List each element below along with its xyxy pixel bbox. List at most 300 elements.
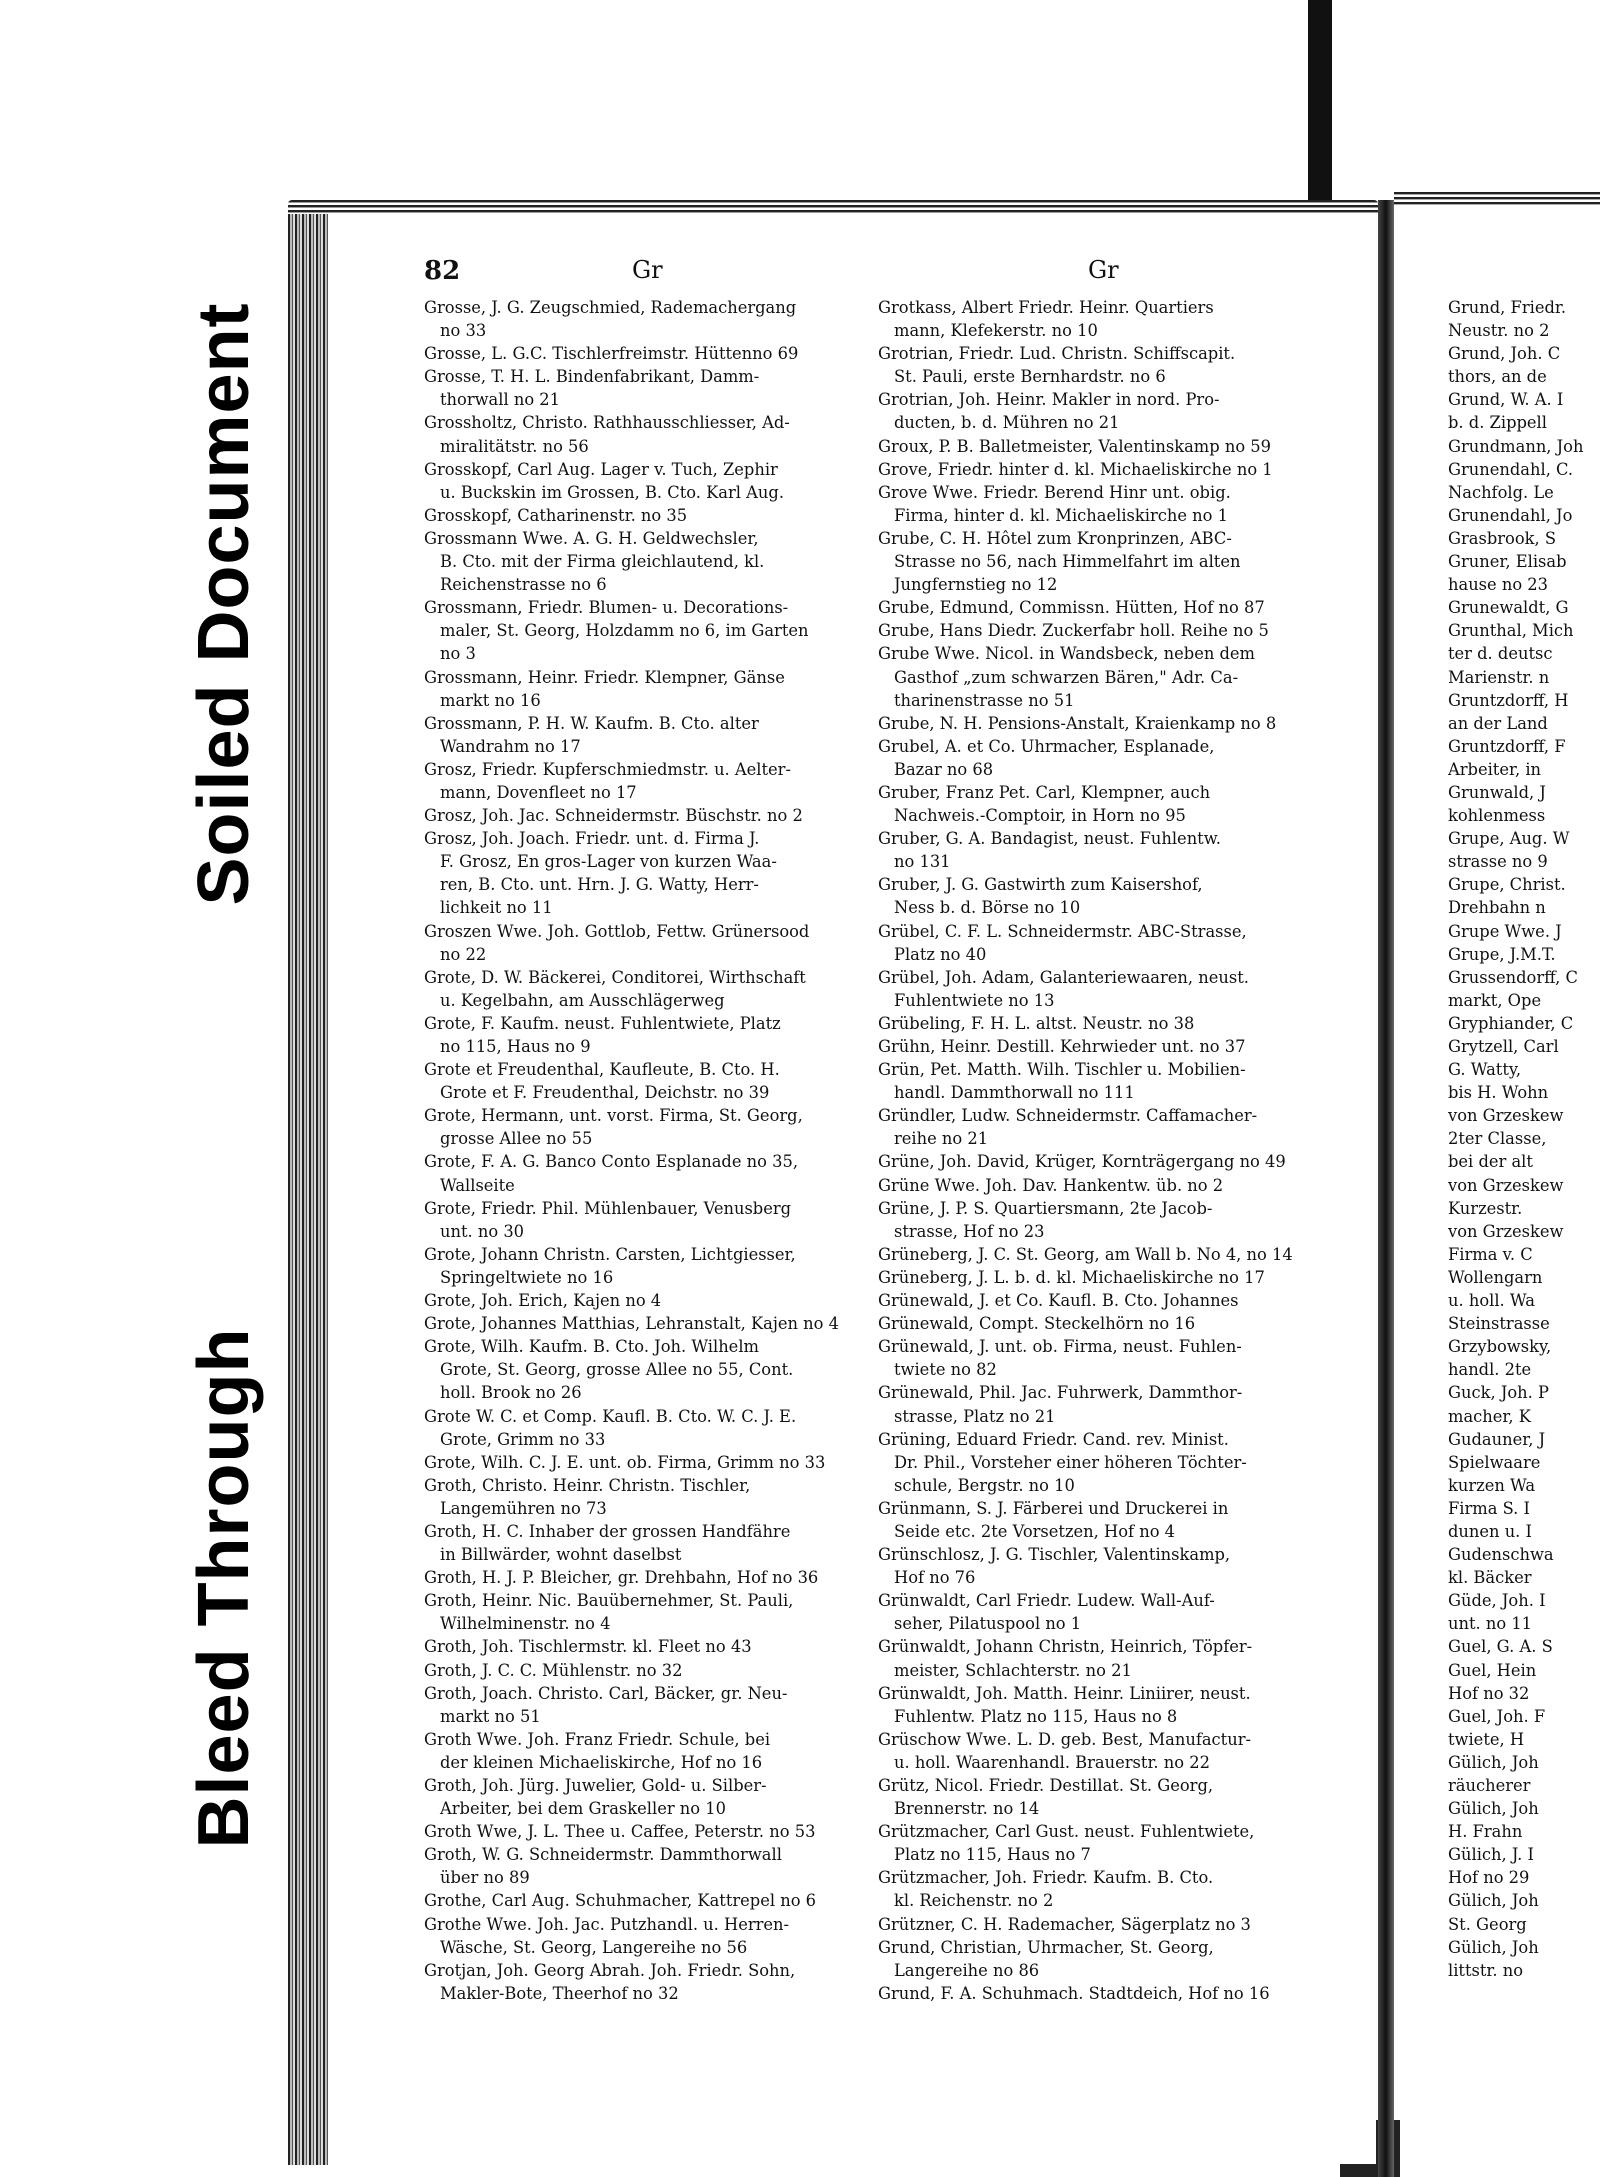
entry-name-line: Grünewald, J. unt. ob. Firma, neust. Fuhlen-	[878, 1337, 1242, 1357]
entry-continuation-line: ducten, b. d. Mühren no 21	[894, 413, 1120, 433]
bleed-through-text: Bleed Through	[184, 1327, 264, 1849]
entry-name-line: Grove, Friedr. hinter d. kl. Michaeliskirche no 1	[878, 459, 1273, 479]
facing-page-fragment: Hof no 29	[1448, 1868, 1530, 1888]
entry-name-line: Grützmacher, Joh. Friedr. Kaufm. B. Cto.	[878, 1868, 1214, 1888]
page-edge-top	[288, 200, 1378, 214]
directory-entry	[878, 1774, 1340, 1820]
entry-continuation-line: Grote, St. Georg, grosse Allee no 55, Cont.	[440, 1360, 794, 1380]
facing-page-edge	[1394, 192, 1600, 206]
entry-name-line: Grünschlosz, J. G. Tischler, Valentinskamp,	[878, 1545, 1231, 1565]
entry-name-line: Groth, Heinr. Nic. Bauübernehmer, St. Pauli,	[424, 1591, 794, 1611]
directory-entry	[424, 1474, 874, 1520]
facing-page-fragment: von Grzeskew	[1448, 1106, 1564, 1126]
directory-entry	[878, 1635, 1340, 1681]
directory-entry	[424, 504, 874, 527]
entry-name-line: Grotrian, Joh. Heinr. Makler in nord. Pro-	[878, 390, 1220, 410]
entry-continuation-line: tharinenstrasse no 51	[894, 690, 1075, 710]
facing-page-fragment: ter d. deutsc	[1448, 644, 1553, 664]
directory-entry	[878, 1913, 1340, 1936]
directory-entry	[878, 1104, 1340, 1150]
directory-entry	[878, 827, 1340, 873]
directory-entry	[878, 1381, 1340, 1427]
entry-continuation-line: Langemühren no 73	[440, 1498, 607, 1518]
entry-name-line: Grossmann, Heinr. Friedr. Klempner, Gänse	[424, 667, 785, 687]
directory-column-middle	[878, 296, 1340, 2005]
entry-continuation-line: Wallseite	[440, 1175, 515, 1195]
directory-entry	[424, 758, 874, 804]
entry-name-line: Grube Wwe. Nicol. in Wandsbeck, neben dem	[878, 644, 1255, 664]
directory-entry	[424, 1243, 874, 1289]
facing-page-fragment: unt. no 11	[1448, 1614, 1533, 1634]
entry-name-line: Groth, H. C. Inhaber der grossen Handfähre	[424, 1521, 791, 1541]
directory-entry	[424, 1197, 874, 1243]
facing-page-fragment: Gülich, Joh	[1448, 1891, 1539, 1911]
entry-name-line: Grote et Freudenthal, Kaufleute, B. Cto. H.	[424, 1060, 780, 1080]
directory-entry	[424, 827, 874, 919]
entry-name-line: Groth Wwe. Joh. Franz Friedr. Schule, bei	[424, 1729, 771, 1749]
entry-name-line: Grube, Edmund, Commissn. Hütten, Hof no 87	[878, 598, 1265, 618]
entry-continuation-line: markt no 51	[440, 1706, 541, 1726]
facing-page-fragment: Gülich, Joh	[1448, 1752, 1539, 1772]
entry-continuation-line: St. Pauli, erste Bernhardstr. no 6	[894, 367, 1166, 387]
directory-entry	[878, 1866, 1340, 1912]
facing-page-fragment: Neustr. no 2	[1448, 321, 1550, 341]
facing-page-fragment: markt, Ope	[1448, 990, 1542, 1010]
entry-continuation-line: Nachweis.-Comptoir, in Horn no 95	[894, 806, 1186, 826]
facing-page-fragment: hause no 23	[1448, 575, 1549, 595]
directory-entry	[878, 1936, 1340, 1982]
entry-name-line: Grote, Wilh. C. J. E. unt. ob. Firma, Grimm no 33	[424, 1452, 826, 1472]
directory-entry	[878, 1728, 1340, 1774]
entry-continuation-line: mann, Klefekerstr. no 10	[894, 321, 1098, 341]
directory-entry	[424, 1405, 874, 1451]
directory-entry	[424, 1889, 874, 1912]
entry-name-line: Grütz, Nicol. Friedr. Destillat. St. Georg,	[878, 1776, 1214, 1795]
entry-continuation-line: B. Cto. mit der Firma gleichlautend, kl.	[440, 552, 765, 572]
facing-page-fragment: Kurzestr.	[1448, 1198, 1523, 1218]
entry-continuation-line: grosse Allee no 55	[440, 1129, 593, 1149]
entry-name-line: Grossmann, Friedr. Blumen- u. Decorations-	[424, 598, 789, 618]
entry-continuation-line: über no 89	[440, 1868, 530, 1888]
directory-entry	[878, 781, 1340, 827]
entry-continuation-line: strasse, Hof no 23	[894, 1221, 1045, 1241]
entry-name-line: Grotrian, Friedr. Lud. Christn. Schiffscapit.	[878, 344, 1236, 364]
directory-entry	[424, 296, 874, 342]
directory-entry	[878, 966, 1340, 1012]
directory-entry	[878, 1543, 1340, 1589]
directory-entry	[878, 1174, 1340, 1197]
page-number: 82	[424, 256, 461, 286]
entry-name-line: Grube, C. H. Hôtel zum Kronprinzen, ABC-	[878, 528, 1232, 548]
directory-entry	[424, 527, 874, 596]
entry-continuation-line: Ness b. d. Börse no 10	[894, 898, 1081, 918]
facing-page-fragment: Gülich, Joh	[1448, 1799, 1539, 1819]
entry-name-line: Grübeling, F. H. L. altst. Neustr. no 38	[878, 1013, 1195, 1033]
facing-page-fragment: Drehbahn n	[1448, 898, 1546, 918]
entry-name-line: Grosse, T. H. L. Bindenfabrikant, Damm-	[424, 367, 760, 387]
facing-page-fragment: Spielwaare	[1448, 1452, 1541, 1472]
entry-continuation-line: Bazar no 68	[894, 759, 994, 779]
directory-entry	[878, 1058, 1340, 1104]
facing-page-fragment: Grzybowsky,	[1448, 1337, 1552, 1357]
facing-page-fragment: Nachfolg. Le	[1448, 482, 1554, 502]
directory-entry	[424, 1589, 874, 1635]
facing-page-fragment: Guck, Joh. P	[1448, 1383, 1549, 1403]
entry-continuation-line: Jungfernstieg no 12	[894, 575, 1058, 595]
entry-name-line: Grüne, J. P. S. Quartiersmann, 2te Jacob-	[878, 1198, 1213, 1218]
directory-entry	[878, 1289, 1340, 1312]
entry-name-line: Grün, Pet. Matth. Wilh. Tischler u. Mobilien-	[878, 1060, 1246, 1080]
entry-continuation-line: Firma, hinter d. kl. Michaeliskirche no 1	[894, 505, 1228, 525]
entry-name-line: Grund, Christian, Uhrmacher, St. Georg,	[878, 1937, 1214, 1957]
facing-page-fragment: Guel, Joh. F	[1448, 1706, 1546, 1726]
facing-page-fragment: Grytzell, Carl	[1448, 1037, 1559, 1056]
entry-continuation-line: Fuhlentwiete no 13	[894, 990, 1055, 1010]
directory-entry	[878, 619, 1340, 642]
entry-continuation-line: no 115, Haus no 9	[440, 1037, 591, 1056]
entry-name-line: Groth, Joach. Christo. Carl, Bäcker, gr. Neu-	[424, 1683, 788, 1703]
facing-page-fragment: kl. Bäcker	[1448, 1568, 1532, 1588]
entry-continuation-line: Wäsche, St. Georg, Langereihe no 56	[440, 1937, 748, 1957]
directory-entry	[424, 966, 874, 1012]
entry-name-line: Grünewald, J. et Co. Kaufl. B. Cto. Johannes	[878, 1291, 1239, 1311]
entry-continuation-line: Langereihe no 86	[894, 1960, 1040, 1980]
entry-name-line: Grotkass, Albert Friedr. Heinr. Quartiers	[878, 298, 1214, 317]
entry-name-line: Grote, Friedr. Phil. Mühlenbauer, Venusberg	[424, 1198, 792, 1218]
entry-continuation-line: Gasthof „zum schwarzen Bären," Adr. Ca-	[894, 667, 1239, 687]
entry-continuation-line: u. holl. Waarenhandl. Brauerstr. no 22	[894, 1752, 1210, 1772]
entry-name-line: Grothe, Carl Aug. Schuhmacher, Kattrepel no 6	[424, 1891, 817, 1911]
entry-continuation-line: unt. no 30	[440, 1221, 525, 1241]
entry-continuation-line: miralitätstr. no 56	[440, 436, 589, 456]
facing-page-fragment: Guel, Hein	[1448, 1660, 1537, 1680]
directory-entry	[878, 1820, 1340, 1866]
directory-entry	[424, 1820, 874, 1843]
entry-name-line: Grund, F. A. Schuhmach. Stadtdeich, Hof no 16	[878, 1983, 1270, 2003]
entry-continuation-line: seher, Pilatuspool no 1	[894, 1614, 1082, 1634]
facing-page-fragment: Grunwald, J	[1448, 782, 1546, 802]
directory-entry	[424, 1104, 874, 1150]
entry-continuation-line: der kleinen Michaeliskirche, Hof no 16	[440, 1752, 763, 1772]
directory-entry	[878, 712, 1340, 735]
entry-name-line: Groth, Christo. Heinr. Christn. Tischler,	[424, 1475, 751, 1495]
facing-page-fragment: Firma v. C	[1448, 1244, 1533, 1264]
entry-name-line: Grosz, Friedr. Kupferschmiedmstr. u. Aelter-	[424, 759, 791, 779]
entry-name-line: Grüschow Wwe. L. D. geb. Best, Manufactur-	[878, 1729, 1251, 1749]
entry-continuation-line: Grote, Grimm no 33	[440, 1429, 606, 1449]
entry-continuation-line: strasse, Platz no 21	[894, 1406, 1056, 1426]
entry-continuation-line: F. Grosz, En gros-Lager von kurzen Waa-	[440, 852, 777, 872]
entry-name-line: Gruber, G. A. Bandagist, neust. Fuhlentw.	[878, 829, 1221, 849]
entry-name-line: Grosse, J. G. Zeugschmied, Rademachergang	[424, 298, 797, 317]
facing-page-fragment: Guel, G. A. S	[1448, 1637, 1553, 1657]
directory-entry	[424, 1312, 874, 1335]
facing-page-fragment: Gruntzdorff, F	[1448, 736, 1566, 756]
entry-name-line: Grote, F. A. G. Banco Conto Esplanade no 35,	[424, 1152, 798, 1172]
directory-entry	[878, 458, 1340, 481]
facing-page-fragment: Grunthal, Mich	[1448, 621, 1574, 641]
entry-continuation-line: u. Buckskin im Grossen, B. Cto. Karl Aug.	[440, 482, 785, 502]
entry-name-line: Grützner, C. H. Rademacher, Sägerplatz no 3	[878, 1914, 1251, 1934]
facing-page-fragment: u. holl. Wa	[1448, 1291, 1535, 1311]
directory-entry	[424, 1843, 874, 1889]
directory-entry	[878, 1243, 1340, 1266]
directory-entry	[878, 873, 1340, 919]
entry-continuation-line: Brennerstr. no 14	[894, 1799, 1040, 1819]
page-edge-left	[288, 210, 328, 2165]
entry-name-line: Grote, D. W. Bäckerei, Conditorei, Wirthschaft	[424, 967, 806, 987]
facing-page-fragment: Wollengarn	[1448, 1267, 1543, 1287]
entry-name-line: Grübel, C. F. L. Schneidermstr. ABC-Strasse,	[878, 921, 1247, 941]
entry-name-line: Grühn, Heinr. Destill. Kehrwieder unt. no 37	[878, 1037, 1246, 1056]
entry-name-line: Grünmann, S. J. Färberei und Druckerei in	[878, 1498, 1229, 1518]
entry-continuation-line: meister, Schlachterstr. no 21	[894, 1660, 1132, 1680]
directory-entry	[424, 920, 874, 966]
entry-continuation-line: Platz no 115, Haus no 7	[894, 1845, 1091, 1865]
directory-entry	[424, 712, 874, 758]
running-head-left: Gr	[632, 256, 663, 284]
directory-entry	[878, 481, 1340, 527]
entry-continuation-line: no 131	[894, 852, 951, 872]
directory-entry	[424, 596, 874, 665]
facing-page-fragment: 2ter Classe,	[1448, 1129, 1547, 1149]
directory-entry	[878, 1035, 1340, 1058]
facing-page-fragment: thors, an de	[1448, 367, 1547, 387]
facing-page-fragment: Marienstr. n	[1448, 667, 1550, 687]
facing-page-fragment: Grund, Friedr.	[1448, 298, 1567, 317]
facing-page-fragment: Grundmann, Joh	[1448, 436, 1584, 456]
directory-entry	[878, 342, 1340, 388]
entry-name-line: Grossmann Wwe. A. G. H. Geldwechsler,	[424, 528, 759, 548]
entry-continuation-line: Springeltwiete no 16	[440, 1267, 614, 1287]
facing-page-fragment: St. Georg	[1448, 1914, 1527, 1934]
entry-name-line: Grossholtz, Christo. Rathhausschliesser, Ad-	[424, 413, 790, 433]
entry-continuation-line: lichkeit no 11	[440, 898, 553, 918]
facing-page-fragment: twiete, H	[1448, 1729, 1525, 1749]
entry-name-line: Grüne Wwe. Joh. Dav. Hankentw. üb. no 2	[878, 1175, 1224, 1195]
facing-page-fragment: strasse no 9	[1448, 852, 1548, 872]
facing-page-fragment: kurzen Wa	[1448, 1475, 1536, 1495]
entry-continuation-line: mann, Dovenfleet no 17	[440, 782, 637, 802]
entry-name-line: Grote, Joh. Erich, Kajen no 4	[424, 1291, 662, 1311]
directory-entry	[424, 1659, 874, 1682]
entry-name-line: Grünewald, Phil. Jac. Fuhrwerk, Dammthor-	[878, 1383, 1243, 1403]
entry-name-line: Grote, F. Kaufm. neust. Fuhlentwiete, Platz	[424, 1013, 781, 1033]
directory-entry	[878, 1982, 1340, 2005]
entry-continuation-line: Reichenstrasse no 6	[440, 575, 607, 595]
entry-name-line: Grote, Johann Christn. Carsten, Lichtgiesser,	[424, 1244, 796, 1264]
entry-continuation-line: Seide etc. 2te Vorsetzen, Hof no 4	[894, 1521, 1176, 1541]
entry-name-line: Groux, P. B. Balletmeister, Valentinskamp no 59	[878, 436, 1272, 456]
directory-entry	[878, 527, 1340, 596]
facing-page-fragment: Grund, Joh. C	[1448, 344, 1561, 364]
entry-name-line: Grossmann, P. H. W. Kaufm. B. Cto. alter	[424, 713, 759, 733]
facing-page-fragment: Grasbrook, S	[1448, 528, 1557, 548]
facing-page-fragment: kohlenmess	[1448, 806, 1546, 826]
directory-entry	[878, 1682, 1340, 1728]
entry-name-line: Grothe Wwe. Joh. Jac. Putzhandl. u. Herren-	[424, 1914, 790, 1934]
facing-page-fragment: Gudenschwa	[1448, 1545, 1554, 1565]
entry-name-line: Grote, Hermann, unt. vorst. Firma, St. Georg,	[424, 1106, 803, 1126]
facing-page-fragment: dunen u. I	[1448, 1521, 1532, 1541]
entry-name-line: Groszen Wwe. Joh. Gottlob, Fettw. Grünersood	[424, 921, 810, 941]
directory-entry	[424, 342, 874, 365]
facing-page-fragment: Güde, Joh. I	[1448, 1591, 1546, 1611]
entry-name-line: Grosskopf, Catharinenstr. no 35	[424, 505, 688, 525]
entry-continuation-line: Makler-Bote, Theerhof no 32	[440, 1983, 679, 2003]
entry-name-line: Grote, Johannes Matthias, Lehranstalt, Kajen no 4	[424, 1314, 839, 1334]
entry-continuation-line: Fuhlentw. Platz no 115, Haus no 8	[894, 1706, 1178, 1726]
directory-entry	[424, 365, 874, 411]
directory-column-left	[424, 296, 874, 2005]
directory-entry	[424, 1635, 874, 1658]
soiled-document-label	[180, 298, 268, 910]
facing-page-fragment: an der Land	[1448, 713, 1548, 733]
entry-continuation-line: no 33	[440, 321, 487, 341]
directory-entry	[424, 1682, 874, 1728]
soiled-document-text: Soiled Document	[184, 302, 264, 906]
entry-name-line: Groth, Joh. Jürg. Juwelier, Gold- u. Silber-	[424, 1776, 767, 1795]
facing-page-fragment: bei der alt	[1448, 1152, 1533, 1172]
facing-page-fragment: von Grzeskew	[1448, 1175, 1564, 1195]
entry-name-line: Grote W. C. et Comp. Kaufl. B. Cto. W. C. J. E.	[424, 1406, 797, 1426]
entry-continuation-line: schule, Bergstr. no 10	[894, 1475, 1075, 1495]
entry-continuation-line: Arbeiter, bei dem Graskeller no 10	[440, 1799, 726, 1819]
entry-name-line: Gruber, J. G. Gastwirth zum Kaisershof,	[878, 875, 1203, 895]
facing-page-fragment: Firma S. I	[1448, 1498, 1530, 1518]
entry-continuation-line: maler, St. Georg, Holzdamm no 6, im Garten	[440, 621, 809, 641]
directory-entry	[878, 1150, 1340, 1173]
entry-name-line: Grosz, Joh. Jac. Schneidermstr. Büschstr. no 2	[424, 806, 803, 826]
entry-name-line: Grube, N. H. Pensions-Anstalt, Kraienkamp no 8	[878, 713, 1277, 733]
entry-name-line: Grübel, Joh. Adam, Galanteriewaaren, neust.	[878, 967, 1249, 987]
directory-entry	[424, 1728, 874, 1774]
directory-entry	[878, 1012, 1340, 1035]
directory-entry	[424, 1959, 874, 2005]
facing-page-fragment: macher, K	[1448, 1406, 1531, 1426]
facing-page-fragment: Grupe, Aug. W	[1448, 829, 1570, 849]
entry-name-line: Gruber, Franz Pet. Carl, Klempner, auch	[878, 782, 1211, 802]
entry-continuation-line: Grote et F. Freudenthal, Deichstr. no 39	[440, 1083, 770, 1103]
directory-entry	[424, 1774, 874, 1820]
entry-continuation-line: handl. Dammthorwall no 111	[894, 1083, 1135, 1103]
entry-continuation-line: thorwall no 21	[440, 390, 561, 410]
entry-continuation-line: Wandrahm no 17	[440, 736, 581, 756]
facing-page-fragment: G. Watty,	[1448, 1060, 1522, 1080]
entry-name-line: Grünwaldt, Joh. Matth. Heinr. Liniirer, neust.	[878, 1683, 1251, 1703]
directory-entry	[424, 1058, 874, 1104]
facing-page-fragment: Gruntzdorff, H	[1448, 690, 1569, 710]
facing-page-fragment: Gryphiander, C	[1448, 1013, 1574, 1033]
facing-page-fragment: b. d. Zippell	[1448, 413, 1547, 433]
entry-name-line: Grünewald, Compt. Steckelhörn no 16	[878, 1314, 1196, 1334]
entry-name-line: Grützmacher, Carl Gust. neust. Fuhlentwiete,	[878, 1822, 1255, 1842]
facing-page-fragment: handl. 2te	[1448, 1360, 1532, 1380]
directory-entry	[424, 458, 874, 504]
directory-entry	[424, 1289, 874, 1312]
entry-continuation-line: reihe no 21	[894, 1129, 989, 1149]
entry-name-line: Grubel, A. et Co. Uhrmacher, Esplanade,	[878, 736, 1215, 756]
entry-name-line: Grüning, Eduard Friedr. Cand. rev. Minist.	[878, 1429, 1229, 1449]
entry-name-line: Grünwaldt, Carl Friedr. Ludew. Wall-Auf-	[878, 1591, 1215, 1611]
facing-page-fragment: H. Frahn	[1448, 1822, 1523, 1842]
facing-page-fragment: littstr. no	[1448, 1960, 1524, 1980]
entry-name-line: Grote, Wilh. Kaufm. B. Cto. Joh. Wilhelm	[424, 1337, 759, 1357]
entry-continuation-line: Hof no 76	[894, 1568, 976, 1588]
facing-page-fragment: Steinstrasse	[1448, 1314, 1550, 1334]
page-gutter	[1378, 200, 1394, 2177]
page-header	[424, 256, 1324, 290]
entry-continuation-line: no 22	[440, 944, 487, 964]
directory-entry	[424, 1012, 874, 1058]
directory-entry	[878, 1589, 1340, 1635]
entry-continuation-line: twiete no 82	[894, 1360, 997, 1380]
directory-entry	[878, 642, 1340, 711]
facing-page-fragment: Grupe, J.M.T.	[1448, 944, 1556, 964]
directory-entry	[424, 1566, 874, 1589]
directory-entry	[878, 388, 1340, 434]
entry-name-line: Gründler, Ludw. Schneidermstr. Caffamacher-	[878, 1106, 1258, 1126]
entry-continuation-line: markt no 16	[440, 690, 541, 710]
entry-name-line: Grünwaldt, Johann Christn, Heinrich, Töpfer-	[878, 1637, 1253, 1657]
facing-page-fragment: Grupe Wwe. J	[1448, 921, 1562, 941]
entry-continuation-line: Strasse no 56, nach Himmelfahrt im alten	[894, 552, 1241, 572]
entry-continuation-line: kl. Reichenstr. no 2	[894, 1891, 1054, 1911]
directory-entry	[878, 1197, 1340, 1243]
directory-entry	[424, 1451, 874, 1474]
entry-name-line: Groth, W. G. Schneidermstr. Dammthorwall	[424, 1845, 782, 1865]
entry-continuation-line: holl. Brook no 26	[440, 1383, 582, 1403]
entry-name-line: Grüneberg, J. L. b. d. kl. Michaeliskirche no 17	[878, 1267, 1265, 1287]
entry-name-line: Groth, J. C. C. Mühlenstr. no 32	[424, 1660, 683, 1680]
entry-name-line: Grotjan, Joh. Georg Abrah. Joh. Friedr. Sohn,	[424, 1960, 796, 1980]
facing-page-fragment: Hof no 32	[1448, 1683, 1530, 1703]
directory-entry	[878, 1497, 1340, 1543]
entry-continuation-line: Platz no 40	[894, 944, 987, 964]
bleed-through-label	[180, 1318, 268, 1858]
facing-page-fragment: Grupe, Christ.	[1448, 875, 1566, 895]
facing-page-fragment: Arbeiter, in	[1448, 759, 1542, 779]
running-head-right: Gr	[1088, 256, 1119, 284]
entry-continuation-line: in Billwärder, wohnt daselbst	[440, 1545, 682, 1565]
directory-column-facing-page	[1448, 296, 1600, 1982]
directory-entry	[424, 1150, 874, 1196]
facing-page-fragment: Grund, W. A. I	[1448, 390, 1564, 410]
directory-entry	[424, 1913, 874, 1959]
directory-entry	[878, 296, 1340, 342]
directory-entry	[878, 596, 1340, 619]
facing-page-fragment: Grussendorff, C	[1448, 967, 1578, 987]
directory-entry	[424, 804, 874, 827]
facing-page-fragment: bis H. Wohn	[1448, 1083, 1549, 1103]
entry-name-line: Grove Wwe. Friedr. Berend Hinr unt. obig.	[878, 482, 1231, 502]
entry-name-line: Grosse, L. G.C. Tischlerfreimstr. Hüttenno 69	[424, 344, 799, 364]
facing-page-fragment: Gülich, J. I	[1448, 1845, 1534, 1865]
entry-name-line: Grube, Hans Diedr. Zuckerfabr holl. Reihe no 5	[878, 621, 1269, 641]
entry-name-line: Grosskopf, Carl Aug. Lager v. Tuch, Zephir	[424, 459, 778, 479]
entry-continuation-line: Dr. Phil., Vorsteher einer höheren Töchter-	[894, 1452, 1247, 1472]
facing-page-fragment: Grunewaldt, G	[1448, 598, 1569, 618]
entry-continuation-line: Wilhelminenstr. no 4	[440, 1614, 611, 1634]
facing-page-fragment: Grunendahl, Jo	[1448, 505, 1573, 525]
entry-continuation-line: ren, B. Cto. unt. Hrn. J. G. Watty, Herr-	[440, 875, 759, 895]
entry-name-line: Grosz, Joh. Joach. Friedr. unt. d. Firma J.	[424, 829, 760, 849]
entry-name-line: Groth, Joh. Tischlermstr. kl. Fleet no 43	[424, 1637, 752, 1657]
directory-entry	[878, 435, 1340, 458]
entry-name-line: Grüne, Joh. David, Krüger, Kornträgergang no 49	[878, 1152, 1286, 1172]
directory-entry	[878, 735, 1340, 781]
facing-page-fragment: räucherer	[1448, 1776, 1531, 1795]
